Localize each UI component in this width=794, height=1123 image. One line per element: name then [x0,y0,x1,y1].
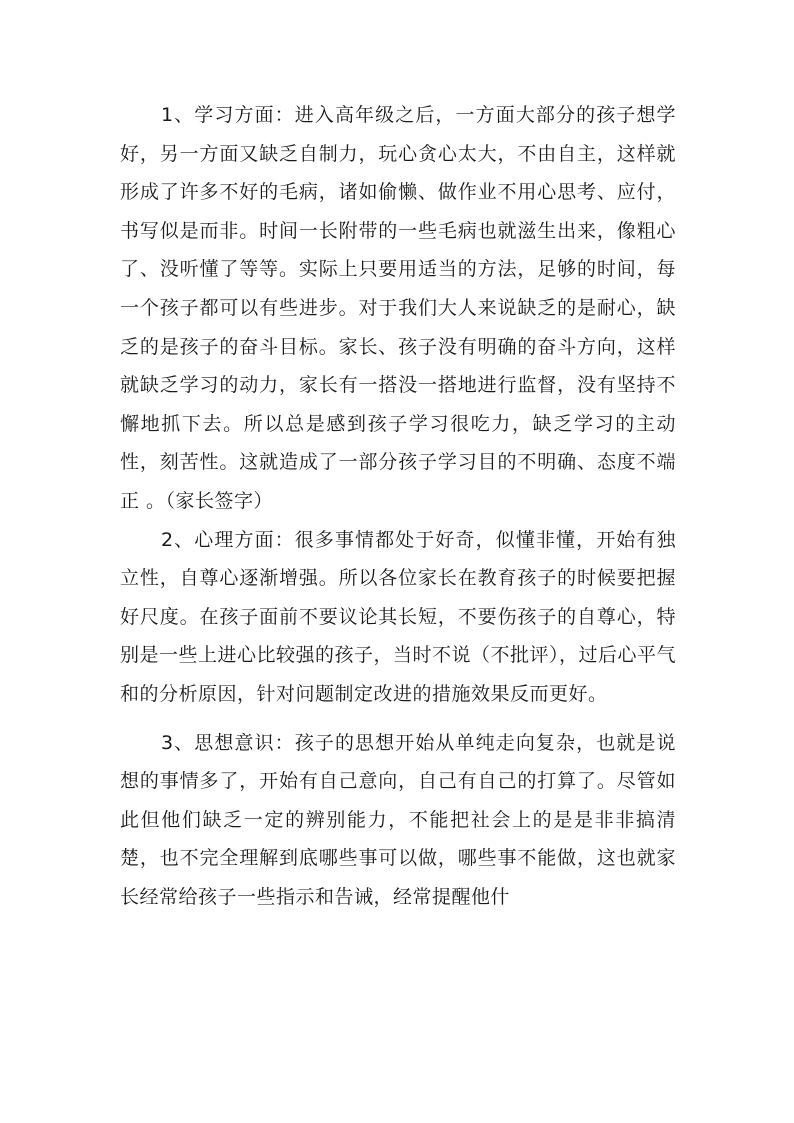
paragraph-thinking: 3、思想意识：孩子的思想开始从单纯走向复杂，也就是说想的事情多了，开始有自己意向，自己有自己的打算了。尽管如此但他们缺乏一定的辨别能力，不能把社会上的是是非非搞清楚，也不完全理解到底哪些事可以做，哪些事不能做，这也就家长经常给孩子一些指示和告诫，经常提醒他什 [120,731,676,908]
paragraph-psychology: 2、心理方面：很多事情都处于好奇，似懂非懂，开始有独立性，自尊心逐渐增强。所以各位家长在教育孩子的时候要把握好尺度。在孩子面前不要议论其长短，不要伤孩子的自尊心，特别是一些上进心比较强的孩子，当时不说（不批评），过后心平气和的分析原因，针对问题制定改进的措施效果反而更好。 [120,528,677,705]
document-page [120,96,676,916]
paragraph-study: 1、学习方面：进入高年级之后，一方面大部分的孩子想学好，另一方面又缺乏自制力，玩心贪心太大，不由自主，这样就形成了许多不好的毛病，诸如偷懒、做作业不用心思考、应付，书写似是而非。时间一长附带的一些毛病也就滋生出来，像粗心了、没听懂了等等。实际上只要用适当的方法，足够的时间，每一个孩子都可以有些进步。对于我们大人来说缺乏的是耐心，缺乏的是孩子的奋斗目标。家长、孩子没有明确的奋斗方向，这样就缺乏学习的动力，家长有一搭没一搭地进行监督，没有坚持不懈地抓下去。所以总是感到孩子学习很吃力，缺乏学习的主动性，刻苦性。这就造成了一部分孩子学习目的不明确、态度不端正 。（家长签字） [120,104,676,512]
